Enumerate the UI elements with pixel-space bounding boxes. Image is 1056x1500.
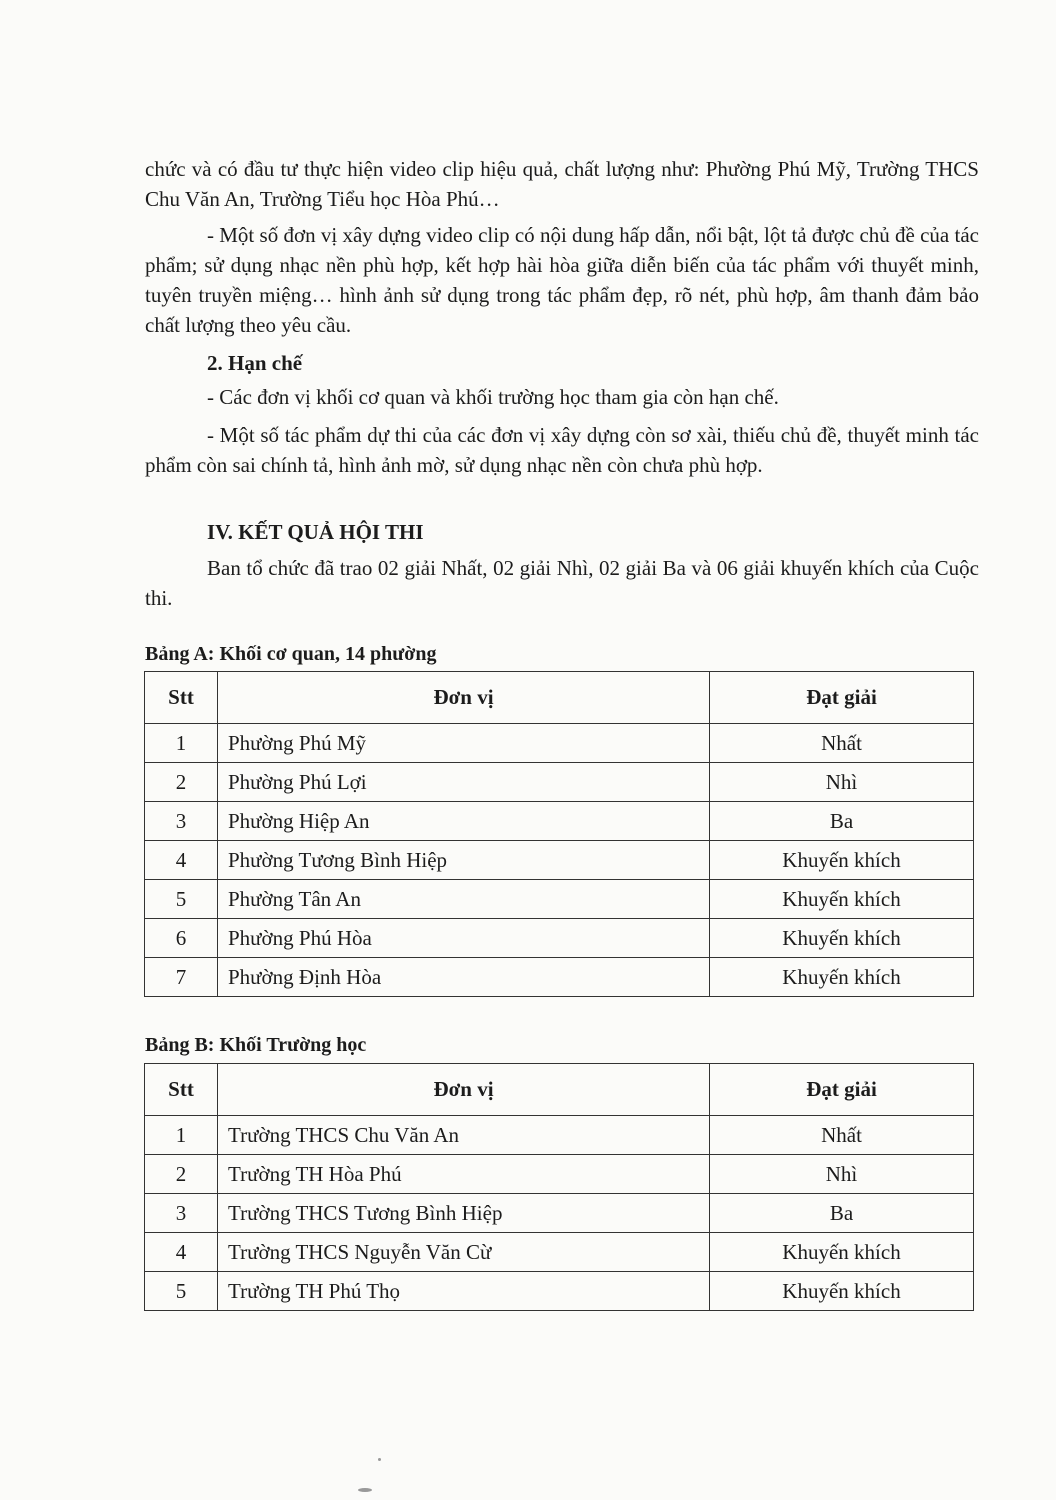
table-b-header-row bbox=[145, 1064, 974, 1116]
cell-unit: Trường THCS Chu Văn An bbox=[218, 1116, 710, 1155]
table-b-caption: Bảng B: Khối Trường học bbox=[145, 1034, 367, 1056]
cell-stt: 6 bbox=[145, 919, 218, 958]
cell-stt: 7 bbox=[145, 958, 218, 997]
table-b-header-stt: Stt bbox=[145, 1064, 218, 1116]
cell-award: Khuyến khích bbox=[710, 880, 974, 919]
cell-stt: 5 bbox=[145, 1272, 218, 1311]
cell-award: Nhì bbox=[710, 763, 974, 802]
cell-award: Ba bbox=[710, 802, 974, 841]
cell-unit: Phường Hiệp An bbox=[218, 802, 710, 841]
table-row bbox=[145, 958, 974, 997]
heading-results: IV. KẾT QUẢ HỘI THI bbox=[207, 520, 424, 544]
cell-award: Khuyến khích bbox=[710, 919, 974, 958]
table-a-caption: Bảng A: Khối cơ quan, 14 phường bbox=[145, 643, 437, 665]
table-a-header-unit: Đơn vị bbox=[218, 672, 710, 724]
cell-unit: Phường Định Hòa bbox=[218, 958, 710, 997]
table-row bbox=[145, 1272, 974, 1311]
paragraph-limitation-2: - Một số tác phẩm dự thi của các đơn vị xây dựng còn sơ xài, thiếu chủ đề, thuyết minh tác phẩm còn sai chính tả, hình ảnh mờ, sử dụng nhạc nền còn chưa phù hợp. bbox=[145, 423, 979, 477]
cell-unit: Trường THCS Tương Bình Hiệp bbox=[218, 1194, 710, 1233]
cell-award: Khuyến khích bbox=[710, 958, 974, 997]
table-row bbox=[145, 880, 974, 919]
table-a-header-stt: Stt bbox=[145, 672, 218, 724]
table-b bbox=[144, 1063, 974, 1311]
cell-stt: 1 bbox=[145, 1116, 218, 1155]
cell-unit: Trường TH Hòa Phú bbox=[218, 1155, 710, 1194]
scan-speck bbox=[358, 1488, 372, 1492]
paragraph-limitation-1: - Các đơn vị khối cơ quan và khối trường học tham gia còn hạn chế. bbox=[207, 385, 779, 409]
cell-stt: 2 bbox=[145, 1155, 218, 1194]
paragraph-results-summary: Ban tổ chức đã trao 02 giải Nhất, 02 giải Nhì, 02 giải Ba và 06 giải khuyến khích của Cuộc thi. bbox=[145, 556, 979, 610]
cell-award: Ba bbox=[710, 1194, 974, 1233]
cell-stt: 4 bbox=[145, 1233, 218, 1272]
scan-speck bbox=[378, 1458, 381, 1461]
cell-award: Nhì bbox=[710, 1155, 974, 1194]
cell-stt: 2 bbox=[145, 763, 218, 802]
cell-unit: Phường Tân An bbox=[218, 880, 710, 919]
cell-unit: Phường Phú Hòa bbox=[218, 919, 710, 958]
table-b-header-award: Đạt giải bbox=[710, 1064, 974, 1116]
table-row bbox=[145, 1194, 974, 1233]
table-row bbox=[145, 1116, 974, 1155]
paragraph-highlights: - Một số đơn vị xây dựng video clip có nội dung hấp dẫn, nổi bật, lột tả được chủ đề của tác phẩm; sử dụng nhạc nền phù hợp, kết hợp hài hòa giữa diễn biến của tác phẩm với thuyết minh, tuyên truyền miệng… hình ảnh sử dụng trong tác phẩm đẹp, rõ nét, phù hợp, âm thanh đảm bảo chất lượng theo yêu cầu. bbox=[145, 223, 979, 337]
table-row bbox=[145, 919, 974, 958]
table-row bbox=[145, 841, 974, 880]
table-row bbox=[145, 1155, 974, 1194]
cell-stt: 3 bbox=[145, 1194, 218, 1233]
cell-award: Nhất bbox=[710, 1116, 974, 1155]
cell-stt: 1 bbox=[145, 724, 218, 763]
table-b-header-unit: Đơn vị bbox=[218, 1064, 710, 1116]
paragraph-intro: chức và có đầu tư thực hiện video clip hiệu quả, chất lượng như: Phường Phú Mỹ, Trường THCS Chu Văn An, Trường Tiểu học Hòa Phú… bbox=[145, 157, 979, 211]
table-row bbox=[145, 802, 974, 841]
table-row bbox=[145, 763, 974, 802]
heading-limitations: 2. Hạn chế bbox=[207, 351, 303, 375]
cell-unit: Trường THCS Nguyễn Văn Cừ bbox=[218, 1233, 710, 1272]
table-a-header-award: Đạt giải bbox=[710, 672, 974, 724]
table-row bbox=[145, 1233, 974, 1272]
cell-unit: Phường Phú Lợi bbox=[218, 763, 710, 802]
cell-stt: 5 bbox=[145, 880, 218, 919]
table-a bbox=[144, 671, 974, 997]
cell-unit: Phường Tương Bình Hiệp bbox=[218, 841, 710, 880]
cell-unit: Phường Phú Mỹ bbox=[218, 724, 710, 763]
cell-award: Nhất bbox=[710, 724, 974, 763]
cell-stt: 3 bbox=[145, 802, 218, 841]
cell-unit: Trường TH Phú Thọ bbox=[218, 1272, 710, 1311]
table-row bbox=[145, 724, 974, 763]
table-a-header-row bbox=[145, 672, 974, 724]
cell-award: Khuyến khích bbox=[710, 1272, 974, 1311]
cell-award: Khuyến khích bbox=[710, 841, 974, 880]
cell-award: Khuyến khích bbox=[710, 1233, 974, 1272]
cell-stt: 4 bbox=[145, 841, 218, 880]
